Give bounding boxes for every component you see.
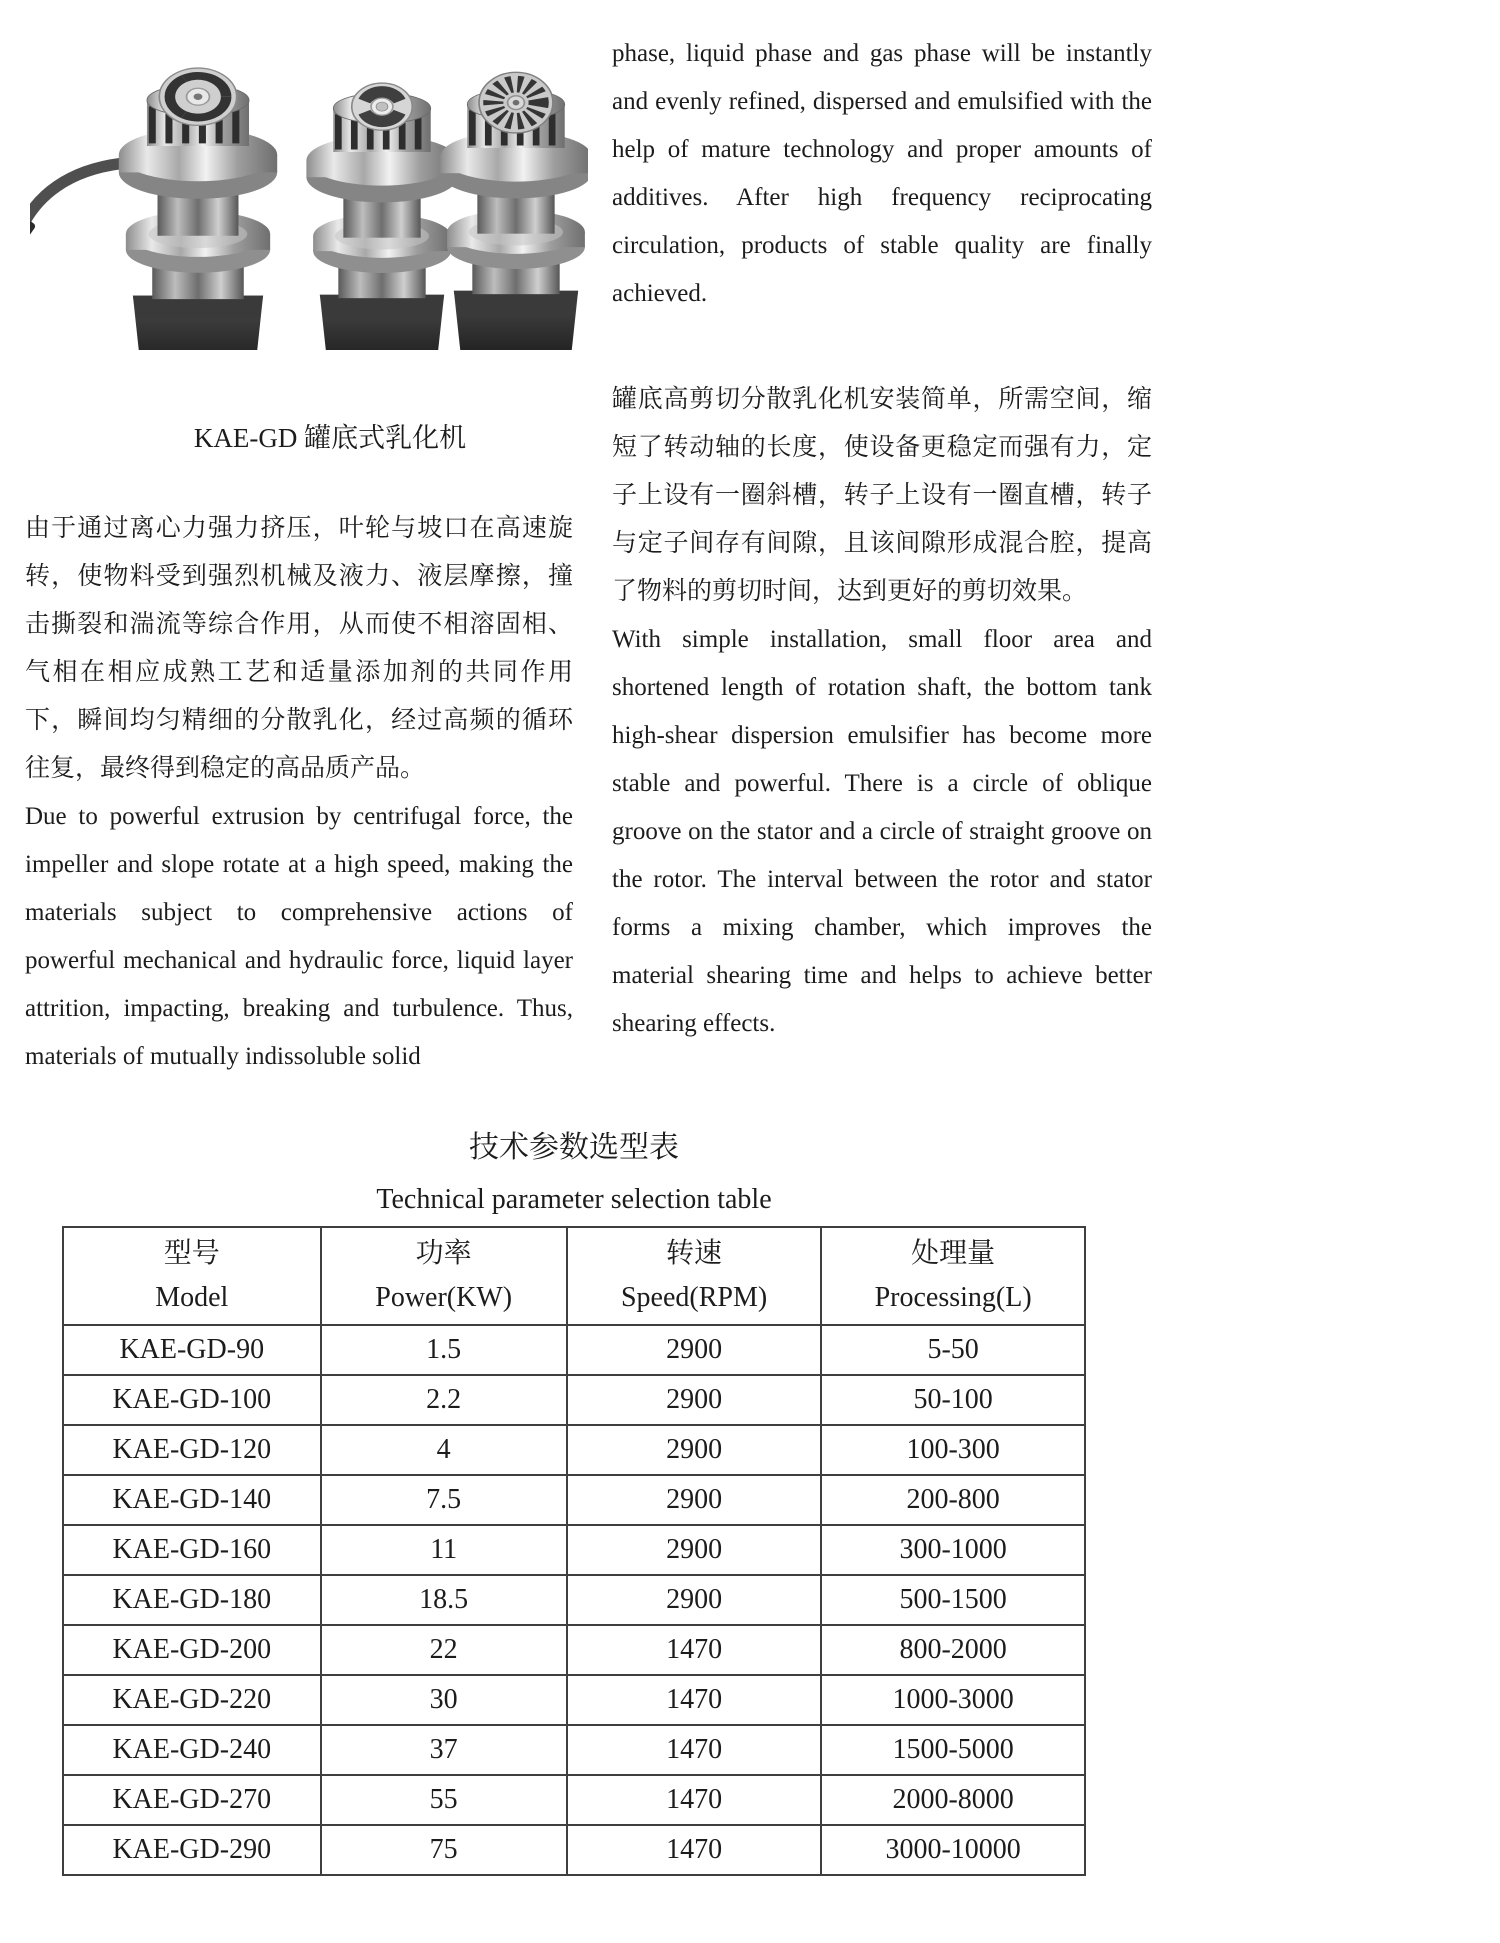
table-cell: KAE-GD-240 [63,1725,321,1775]
table-cell: 30 [321,1675,567,1725]
table-header-row [63,1227,1085,1325]
table-cell: 800-2000 [821,1625,1085,1675]
table-cell: 200-800 [821,1475,1085,1525]
parameters-table [62,1226,1086,1876]
emulsifier-machine-1 [30,68,277,350]
table-cell: 2900 [567,1325,821,1375]
table-cell: 3000-10000 [821,1825,1085,1875]
right-en-paragraph-2: With simple installation, small floor area and shortened length of rotation shaft, the bottom tank high-shear dispersion emulsifier has become more stable and powerful. There is a circle of oblique groove on the stator and a circle of straight groove on the rotor. The interval between the rotor and stator forms a mixing chamber, which improves the material shearing time and helps to achieve better shearing effects. [612,626,1152,1037]
table-row [63,1775,1085,1825]
table-cell: 1.5 [321,1325,567,1375]
table-cell: 2900 [567,1575,821,1625]
table-cell: 500-1500 [821,1575,1085,1625]
table-row [63,1675,1085,1725]
product-photo [30,42,588,350]
table-cell: 1000-3000 [821,1675,1085,1725]
table-cell: 55 [321,1775,567,1825]
table-cell: KAE-GD-220 [63,1675,321,1725]
right-cn-paragraph: 罐底高剪切分散乳化机安装简单，所需空间，缩短了转动轴的长度，使设备更稳定而强有力，定子上设有一圈斜槽，转子上设有一圈直槽，转子与定子间存有间隙，且该间隙形成混合腔，提高了物料的剪切时间，达到更好的剪切效果。 [612,386,1152,605]
table-cell: KAE-GD-140 [63,1475,321,1525]
table-row [63,1325,1085,1375]
emulsifier-machine-3 [440,72,588,350]
table-row [63,1425,1085,1475]
table-cell: 37 [321,1725,567,1775]
table-cell: 5-50 [821,1325,1085,1375]
table-cell: 11 [321,1525,567,1575]
table-cell: 1470 [567,1725,821,1775]
table-title-cn: 技术参数选型表 [469,1131,679,1164]
table-cell: KAE-GD-100 [63,1375,321,1425]
table-cell: 300-1000 [821,1525,1085,1575]
col-header-speed: 转速 Speed(RPM) [567,1227,821,1325]
table-row [63,1725,1085,1775]
table-cell: 50-100 [821,1375,1085,1425]
table-cell: 75 [321,1825,567,1875]
table-cell: 100-300 [821,1425,1085,1475]
table-cell: KAE-GD-180 [63,1575,321,1625]
right-text-column [612,30,1152,1048]
table-cell: 1470 [567,1775,821,1825]
photo-caption: KAE-GD 罐底式乳化机 [193,423,467,453]
table-cell: 4 [321,1425,567,1475]
right-en-paragraph-1: phase, liquid phase and gas phase will be instantly and evenly refined, dispersed and emulsified with the help of mature technology and proper amounts of additives. After high frequency reciprocating circulation, products of stable quality are finally achieved. [612,40,1152,307]
table-cell: 2900 [567,1425,821,1475]
table-title-en: Technical parameter selection table [376,1184,772,1215]
table-cell: KAE-GD-270 [63,1775,321,1825]
table-row [63,1525,1085,1575]
table-cell: 1470 [567,1825,821,1875]
table-cell: 2900 [567,1375,821,1425]
table-cell: KAE-GD-90 [63,1325,321,1375]
emulsifier-machines-illustration [30,42,588,350]
left-cn-paragraph: 由于通过离心力强力挤压，叶轮与坡口在高速旋转，使物料受到强烈机械及液力、液层摩擦，撞击撕裂和湍流等综合作用，从而使不相溶固相、气相在相应成熟工艺和适量添加剂的共同作用下，瞬间均匀精细的分散乳化，经过高频的循环往复，最终得到稳定的高品质产品。 [25,515,573,782]
table-cell: 1470 [567,1625,821,1675]
table-row [63,1475,1085,1525]
table-cell: 7.5 [321,1475,567,1525]
table-row [63,1825,1085,1875]
col-header-model: 型号 Model [63,1227,321,1325]
col-header-processing: 处理量 Processing(L) [821,1227,1085,1325]
table-row [63,1625,1085,1675]
table-cell: 22 [321,1625,567,1675]
table-cell: KAE-GD-200 [63,1625,321,1675]
technical-parameter-section [62,1128,1086,1876]
table-cell: 1470 [567,1675,821,1725]
table-cell: 2000-8000 [821,1775,1085,1825]
col-header-power: 功率 Power(KW) [321,1227,567,1325]
table-cell: 2.2 [321,1375,567,1425]
table-cell: KAE-GD-290 [63,1825,321,1875]
left-text-column [25,505,573,1081]
table-row [63,1575,1085,1625]
table-row [63,1375,1085,1425]
table-cell: 1500-5000 [821,1725,1085,1775]
table-cell: 18.5 [321,1575,567,1625]
table-cell: KAE-GD-160 [63,1525,321,1575]
table-cell: 2900 [567,1475,821,1525]
table-cell: 2900 [567,1525,821,1575]
left-en-paragraph: Due to powerful extrusion by centrifugal force, the impeller and slope rotate at a high speed, making the materials subject to comprehensive actions of powerful mechanical and hydraulic force, liquid layer attrition, impacting, breaking and turbulence. Thus, materials of mutually indissoluble solid [25,803,573,1070]
table-cell: KAE-GD-120 [63,1425,321,1475]
